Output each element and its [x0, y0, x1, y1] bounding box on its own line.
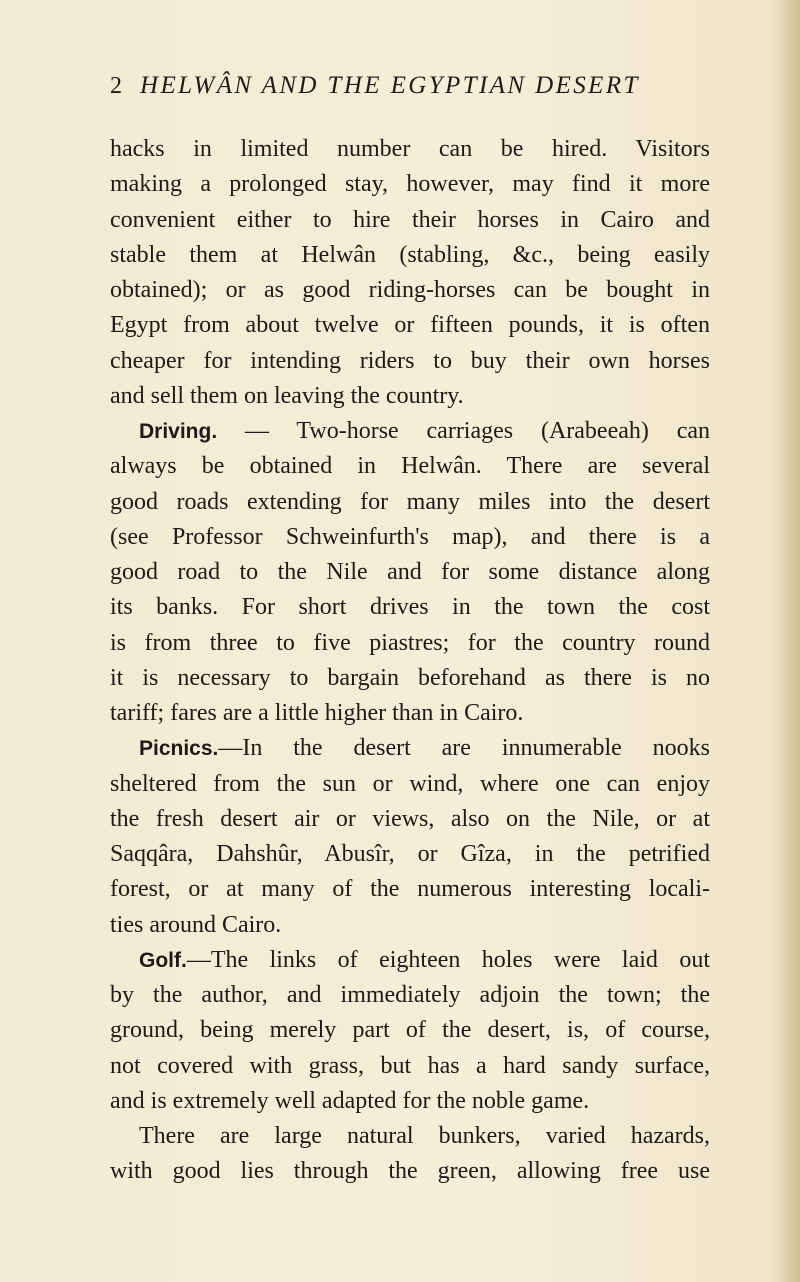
running-title: HELWÂN AND THE EGYPTIAN DESERT [140, 72, 640, 99]
section-lead-golf: Golf. [139, 948, 187, 972]
text-line: tariff; fares are a little higher than in Cairo. [110, 700, 524, 726]
text-line: Saqqâra, Dahshûr, Abusîr, or Gîza, in the petrified [110, 841, 710, 867]
text-line: the fresh desert air or views, also on the Nile, or at [110, 805, 710, 832]
text-line: ground, being merely part of the desert, is, of course, [110, 1017, 710, 1044]
text-line: (see Professor Schweinfurth's map), and there is a [110, 523, 710, 550]
text-line: There are large natural bunkers, varied hazards, [139, 1123, 710, 1149]
text-line: making a prolonged stay, however, may find it more [110, 171, 710, 198]
text-line: not covered with grass, but has a hard sandy surface, [110, 1052, 710, 1079]
text-line: always be obtained in Helwân. There are several [110, 453, 710, 480]
section-lead-driving: Driving. [139, 420, 218, 443]
text-line: obtained); or as good riding-horses can be bought in [110, 277, 710, 303]
text-line: cheaper for intending riders to buy their own horses [110, 347, 710, 374]
text-line: by the author, and immediately adjoin the town; the [110, 982, 710, 1008]
page-edge-shadow [774, 0, 800, 1282]
text-line: it is necessary to bargain beforehand as there is no [110, 664, 710, 691]
text-line: good roads extending for many miles into the desert [110, 488, 710, 515]
text-line: hacks in limited number can be hired. Visitors [110, 136, 710, 162]
text-line: convenient either to hire their horses in Cairo and [110, 206, 710, 233]
body-text [110, 132, 710, 1190]
text-line: ties around Cairo. [110, 911, 282, 938]
text-line: good road to the Nile and for some distance along [110, 559, 710, 585]
section-heading-line-golf [110, 943, 710, 978]
section-text: — Two-horse carriages (Arabeeah) can [217, 418, 710, 444]
text-line: and sell them on leaving the country. [110, 382, 464, 409]
section-text: —The links of eighteen holes were laid out [186, 946, 710, 973]
section-lead-picnics: Picnics. [139, 737, 219, 761]
text-line: stable them at Helwân (stabling, &c., being easily [110, 241, 710, 268]
section-heading-line-driving [110, 414, 710, 449]
page-number: 2 [110, 73, 122, 99]
text-line: is from three to five piastres; for the country round [110, 629, 710, 656]
text-line: forest, or at many of the numerous interesting locali- [110, 876, 710, 903]
section-text: —In the desert are innumerable nooks [218, 735, 710, 762]
text-line: and is extremely well adapted for the noble game. [110, 1087, 590, 1114]
text-line: Egypt from about twelve or fifteen pounds, it is often [110, 312, 710, 339]
section-heading-line-picnics [110, 731, 710, 766]
text-line: sheltered from the sun or wind, where one can enjoy [110, 770, 710, 797]
text-line: its banks. For short drives in the town the cost [110, 594, 710, 621]
running-head [110, 72, 710, 112]
text-line: with good lies through the green, allowing free use [110, 1158, 710, 1185]
